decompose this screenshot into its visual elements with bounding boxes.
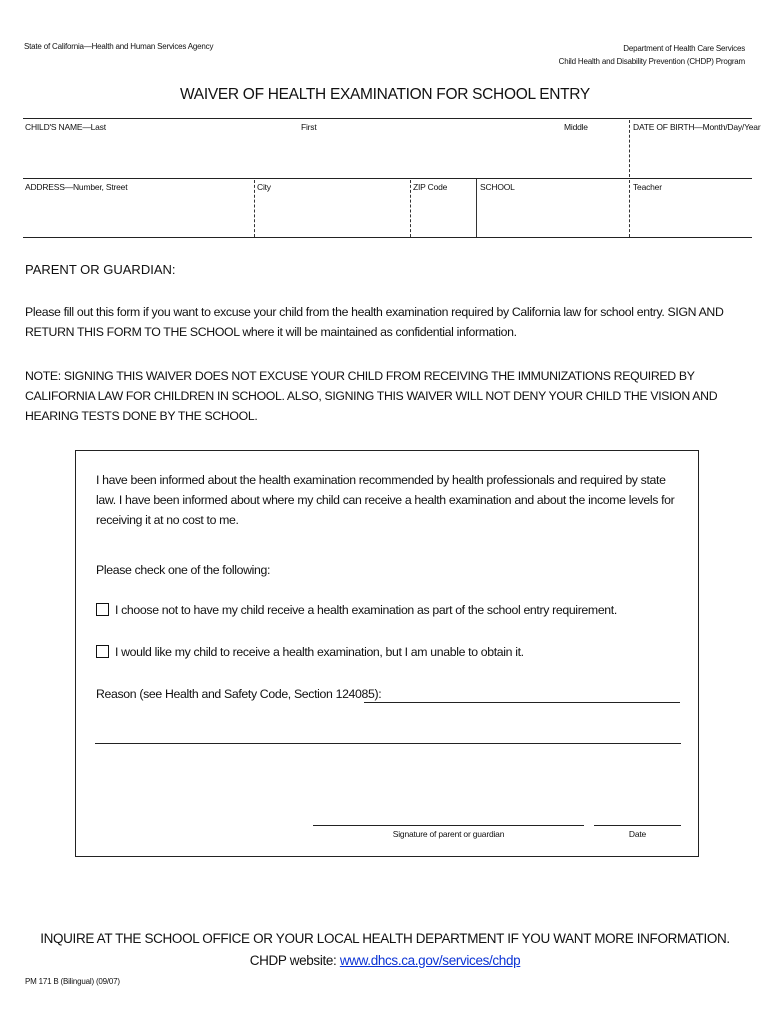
child-info-grid [23,118,761,238]
parent-guardian-heading: PARENT OR GUARDIAN: [25,262,176,277]
child-last-name-label: CHILD'S NAME—Last [25,122,106,132]
reason-line-1 [364,702,680,703]
child-first-name-label: First [301,122,317,132]
grid-divider-city [254,180,255,237]
grid-divider-dob [629,120,630,177]
child-middle-name-label: Middle [564,122,588,132]
grid-divider-teacher [629,180,630,237]
zip-code-input[interactable] [413,200,477,234]
option-decline-label: I choose not to have my child receive a health examination as part of the school entry requirement. [115,603,617,617]
signature-input[interactable] [314,806,586,826]
consent-statement: I have been informed about the health examination recommended by health professionals and required by state law. I have been informed about where my child can receive a health examination and about the income levels for receiving it at no cost to me. [96,473,675,527]
grid-top-rule [23,118,752,119]
city-label: City [257,182,271,192]
child-middle-name-input[interactable] [564,140,628,174]
check-prompt: Please check one of the following: [96,563,271,577]
inquire-text: INQUIRE AT THE SCHOOL OFFICE OR YOUR LOCAL HEALTH DEPARTMENT IF YOU WANT MORE INFORMATION. [40,931,730,946]
address-input[interactable] [25,200,253,234]
reason-input-line-1[interactable] [366,684,682,704]
department-line-2: Child Health and Disability Prevention (CHDP) Program [558,57,745,66]
school-input[interactable] [480,200,629,234]
instructions-paragraph: Please fill out this form if you want to excuse your child from the health examination required by California law for school entry. SIGN AND RETURN THIS FORM TO THE SCHOOL where it will be maintained as confidential information. [25,305,724,339]
child-first-name-input[interactable] [301,140,555,174]
date-input[interactable] [595,806,683,826]
grid-bottom-rule [23,237,752,238]
form-title: WAIVER OF HEALTH EXAMINATION FOR SCHOOL ENTRY [180,86,590,103]
option-unable-checkbox[interactable] [96,645,109,658]
grid-middle-rule [23,178,752,179]
date-of-birth-label: DATE OF BIRTH—Month/Day/Year [633,122,761,132]
date-label: Date [628,829,647,839]
department-line-1: Department of Health Care Services [623,44,745,53]
website-line [0,950,770,972]
website-prefix: CHDP website: [249,953,340,968]
date-of-birth-input[interactable] [633,140,752,174]
teacher-label: Teacher [633,182,662,192]
agency-name: State of California—Health and Human Services Agency [24,42,214,51]
inquire-notice [0,928,770,972]
department-name [559,42,745,68]
date-line [594,825,681,826]
option-decline-checkbox[interactable] [96,603,109,616]
option-unable-label: I would like my child to receive a health examination, but I am unable to obtain it. [115,645,524,659]
reason-line-2 [95,743,681,744]
reason-label: Reason (see Health and Safety Code, Section 124085): [96,687,382,701]
teacher-input[interactable] [633,200,752,234]
note-paragraph: NOTE: SIGNING THIS WAIVER DOES NOT EXCUSE YOUR CHILD FROM RECEIVING THE IMMUNIZATIONS REQUIRED BY CALIFORNIA LAW FOR CHILDREN IN SCHOOL. ALSO, SIGNING THIS WAIVER WILL NOT DENY YOUR CHILD THE VISION AND HEARING TESTS DONE BY THE SCHOOL. [25,369,718,423]
address-label: ADDRESS—Number, Street [25,182,128,192]
school-label: SCHOOL [480,182,515,192]
form-number: PM 171 B (Bilingual) (09/07) [25,977,120,986]
child-last-name-input[interactable] [25,140,299,174]
city-input[interactable] [257,200,409,234]
reason-input-line-2[interactable] [96,724,682,744]
signature-label: Signature of parent or guardian [392,829,505,839]
signature-line [313,825,584,826]
chdp-website-link[interactable]: www.dhcs.ca.gov/services/chdp [339,953,521,968]
grid-divider-zip [410,180,411,237]
zip-code-label: ZIP Code [413,182,448,192]
